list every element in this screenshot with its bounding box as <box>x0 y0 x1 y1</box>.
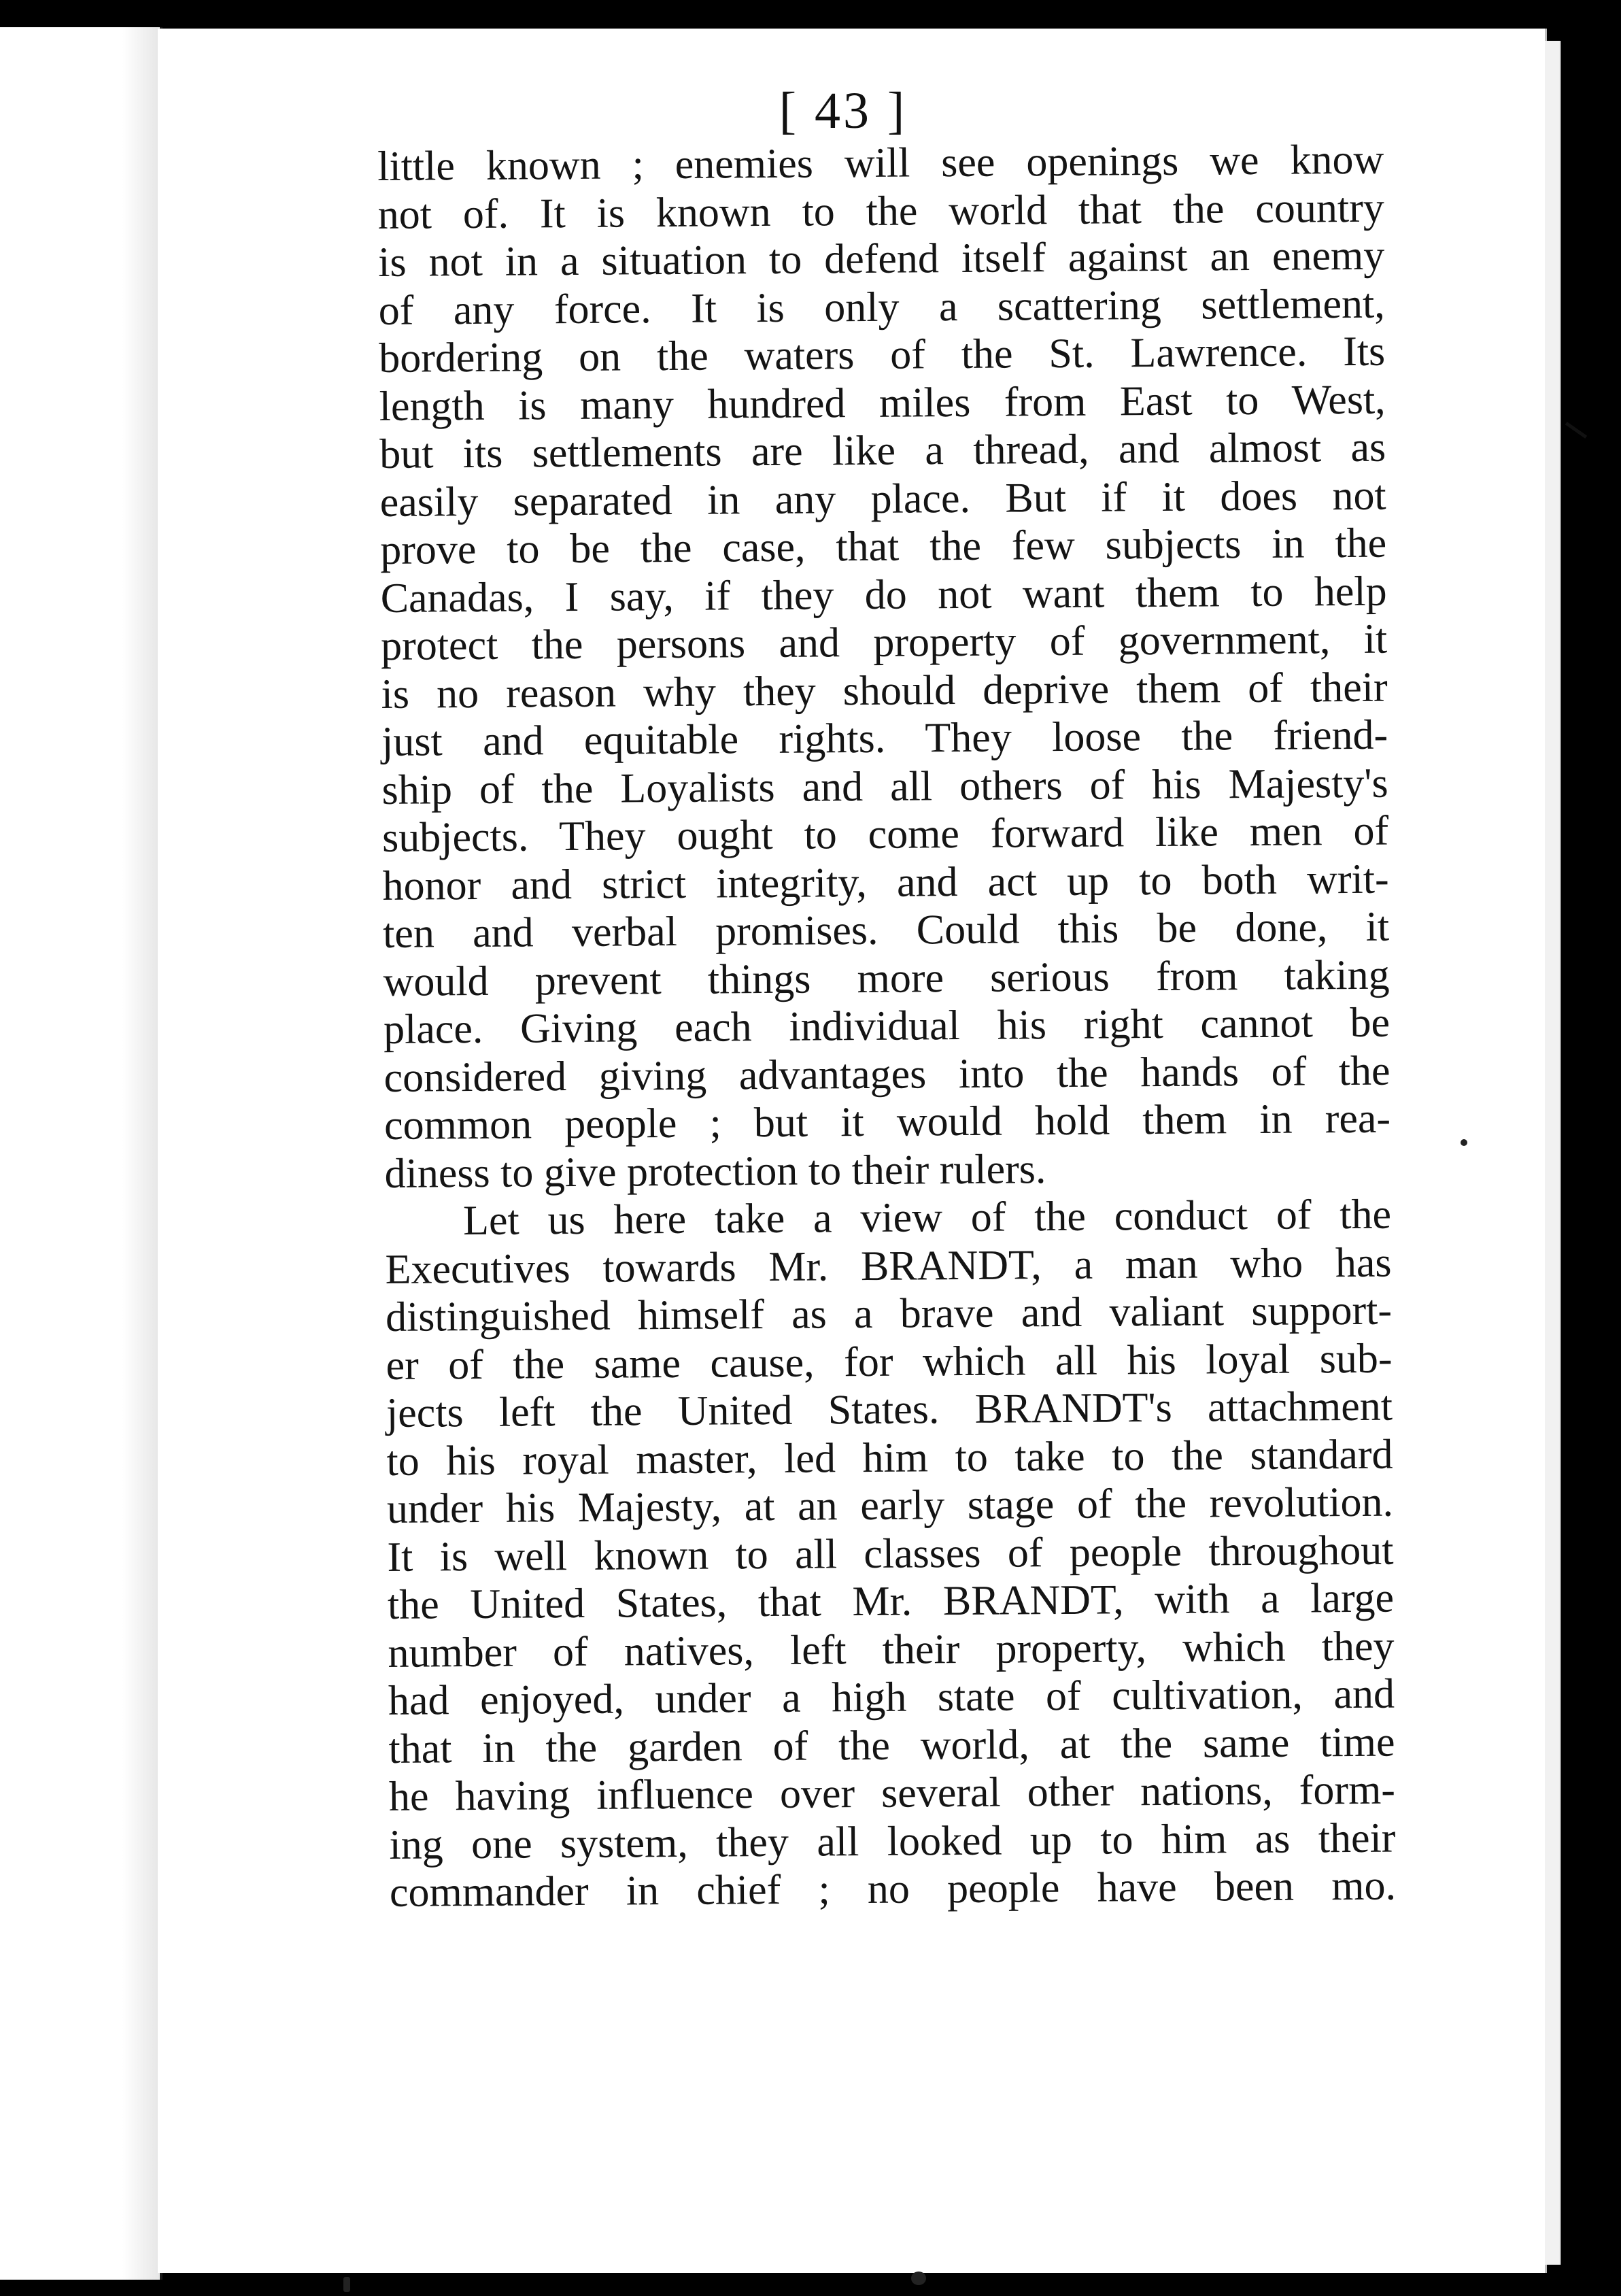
text-line: is not in a situation to defend itself against an enemy <box>377 232 1385 286</box>
text-line: under his Majesty, at an early stage of the revolution. <box>386 1479 1394 1532</box>
text-line: little known ; enemies will see openings we know <box>377 136 1384 190</box>
text-line: considered giving advantages into the hands of the <box>383 1047 1390 1101</box>
text-line: to his royal master, led him to take to the standard <box>386 1431 1393 1485</box>
text-line: number of natives, left their property, which they <box>388 1623 1395 1676</box>
text-line: common people ; but it would hold them in rea- <box>383 1095 1391 1149</box>
text-line: easily separated in any place. But if it does not <box>379 472 1386 526</box>
margin-mark <box>1565 422 1587 439</box>
text-line: protect the persons and property of government, it <box>380 615 1388 669</box>
text-line: subjects. They ought to come forward like men of <box>381 807 1389 861</box>
text-line: the United States, that Mr. BRANDT, with a large <box>387 1574 1395 1628</box>
text-line: Let us here take a view of the conduct of the <box>462 1191 1392 1245</box>
text-line: prove to be the case, that the few subjects in the <box>379 520 1387 573</box>
left-page-gutter-shadow <box>122 27 160 2280</box>
page-number: [ 43 ] <box>779 82 908 139</box>
text-line: distinguished himself as a brave and valiant support- <box>385 1287 1393 1340</box>
text-line: he having influence over several other nations, form- <box>388 1766 1396 1820</box>
text-line: It is well known to all classes of people throughout <box>387 1527 1394 1581</box>
text-line: er of the same cause, for which all his loyal sub- <box>386 1335 1393 1389</box>
body-text <box>377 136 1396 1917</box>
text-line: of any force. It is only a scattering settlement, <box>378 280 1385 334</box>
text-line: honor and strict integrity, and act up to both writ- <box>382 856 1389 909</box>
text-line: Canadas, I say, if they do not want them to help <box>380 568 1387 622</box>
text-line: jects left the United States. BRANDT's attachment <box>386 1383 1393 1436</box>
text-line: would prevent things more serious from taking <box>383 951 1390 1005</box>
text-line: is no reason why they should deprive them of their <box>381 664 1388 718</box>
text-line: commander in chief ; no people have been mo. <box>389 1862 1397 1916</box>
text-line: that in the garden of the world, at the same time <box>388 1719 1395 1772</box>
text-line: diness to give protection to their rulers. <box>384 1145 1046 1197</box>
text-line: Executives towards Mr. BRANDT, a man who has <box>385 1239 1392 1293</box>
text-line: ing one system, they all looked up to him as their <box>389 1814 1396 1868</box>
ink-speck <box>1461 1139 1467 1146</box>
text-line: not of. It is known to the world that the country <box>377 184 1384 238</box>
text-line: ship of the Loyalists and all others of his Majesty's <box>381 760 1388 813</box>
text-line: just and equitable rights. They loose the friend- <box>381 711 1388 765</box>
page-edge <box>1545 41 1561 2265</box>
text-line: ten and verbal promises. Could this be done, it <box>382 903 1390 957</box>
ink-speck <box>343 2277 350 2292</box>
text-line: had enjoyed, under a high state of cultivation, and <box>388 1670 1395 1724</box>
text-line: place. Giving each individual his right cannot be <box>383 999 1390 1053</box>
text-line: but its settlements are like a thread, and almost as <box>379 424 1386 477</box>
ink-speck <box>911 2272 926 2285</box>
text-line: length is many hundred miles from East to West, <box>379 376 1386 430</box>
text-line: bordering on the waters of the St. Lawrence. Its <box>378 328 1386 382</box>
